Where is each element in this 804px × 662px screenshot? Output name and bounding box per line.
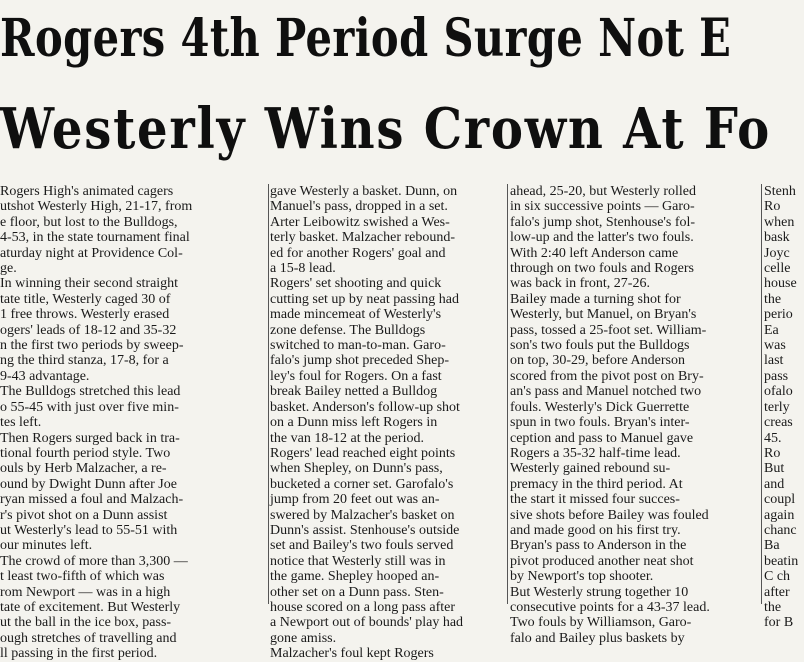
- article-line: terly basket. Malzacher rebound-: [270, 230, 456, 246]
- article-line: celle: [764, 261, 791, 277]
- article-line: basket. Anderson's follow-up shot: [270, 399, 460, 415]
- article-line: pivot produced another neat shot: [510, 553, 694, 569]
- article-line: ception and pass to Manuel gave: [510, 430, 694, 446]
- column-divider: [507, 184, 508, 604]
- article-line: premacy in the third period. At: [510, 476, 683, 492]
- article-line: ut the ball in the ice box, pass-: [0, 615, 172, 631]
- article-line: Rogers' set shooting and quick: [270, 276, 442, 292]
- article-line: coupl: [764, 492, 796, 508]
- article-line: tes left.: [0, 415, 42, 431]
- article-line: notice that Westerly still was in: [270, 553, 446, 569]
- article-line: ley's foul for Rogers. On a fast: [270, 368, 442, 384]
- article-line: utshot Westerly High, 21-17, from: [0, 199, 193, 215]
- article-line: ouls by Herb Malzacher, a re-: [0, 461, 167, 477]
- article-line: aturday night at Providence Col-: [0, 245, 183, 261]
- article-line: Two fouls by Williamson, Garo-: [510, 615, 692, 631]
- article-line: ofalo: [764, 384, 793, 400]
- article-line: Westerly, but Manuel, on Bryan's: [510, 307, 697, 323]
- article-line: ound by Dwight Dunn after Joe: [0, 476, 177, 492]
- article-line: bucketed a corner set. Garofalo's: [270, 476, 454, 492]
- article-column-1: [0, 184, 270, 662]
- article-line: rom Newport — was in a high: [0, 584, 171, 600]
- column-divider: [268, 184, 269, 604]
- article-line: [510, 646, 760, 661]
- article-line: tional fourth period style. Two: [0, 445, 171, 461]
- article-line: a Newport out of bounds' play had: [270, 615, 464, 631]
- article-line: cutting set up by neat passing had: [270, 291, 459, 307]
- article-line: o 55-45 with just over five min-: [0, 399, 179, 415]
- article-line: terly: [764, 399, 790, 415]
- article-line: other set on a Dunn pass. Sten-: [270, 584, 444, 600]
- article-line: spun in two fouls. Bryan's inter-: [510, 415, 690, 431]
- article-line: last: [764, 353, 784, 369]
- article-line: the: [764, 599, 782, 615]
- article-line: a 15-8 lead.: [270, 261, 336, 277]
- article-line: ut Westerly's lead to 55-51 with: [0, 522, 178, 538]
- article-line: beatin: [764, 553, 799, 569]
- article-line: the: [764, 291, 782, 307]
- article-line: tate of excitement. But Westerly: [0, 599, 181, 615]
- article-line: the game. Shepley hooped an-: [270, 569, 440, 585]
- article-line: gone amiss.: [270, 630, 337, 646]
- article-line: ahead, 25-20, but Westerly rolled: [510, 184, 697, 199]
- article-line: Arter Leibowitz swished a Wes-: [270, 214, 450, 230]
- article-line: the start it missed four succes-: [510, 492, 680, 508]
- article-line: on a Dunn miss left Rogers in: [270, 415, 438, 431]
- article-line: house: [764, 276, 797, 292]
- article-column-4: [764, 184, 804, 631]
- article-line: t least two-fifth of which was: [0, 569, 165, 585]
- article-line: again: [764, 507, 795, 523]
- article-line: Rogers High's animated cagers: [0, 184, 174, 199]
- article-line: 1 free throws. Westerly erased: [0, 307, 170, 323]
- article-line: swered by Malzacher's basket on: [270, 507, 455, 523]
- article-line: falo's jump shot preceded Shep-: [270, 353, 450, 369]
- article-line: our minutes left.: [0, 538, 93, 554]
- article-line: Malzacher's foul kept Rogers: [270, 646, 434, 662]
- article-line: [764, 631, 804, 646]
- article-line: set and Bailey's two fouls served: [270, 538, 454, 554]
- article-line: pass, tossed a 25-foot set. William-: [510, 322, 707, 338]
- article-column-3: [510, 184, 760, 646]
- article-line: Stenh: [764, 184, 796, 199]
- article-line: creas: [764, 415, 793, 431]
- article-line: But Westerly strung together 10: [510, 584, 689, 600]
- article-line: falo's jump shot, Stenhouse's fol-: [510, 214, 696, 230]
- article-line: when: [764, 214, 795, 230]
- article-line: r's pivot shot on a Dunn assist: [0, 507, 168, 523]
- article-line: Then Rogers surged back in tra-: [0, 430, 180, 446]
- article-line: by Newport's top shooter.: [510, 569, 654, 585]
- article-line: in six successive points — Garo-: [510, 199, 695, 215]
- article-line: for B: [764, 615, 794, 631]
- article-line: Ea: [764, 322, 779, 338]
- article-line: made mincemeat of Westerly's: [270, 307, 442, 323]
- article-line: Joyc: [764, 245, 790, 261]
- article-line: Rogers' lead reached eight points: [270, 445, 456, 461]
- article-line: ough stretches of travelling and: [0, 630, 177, 646]
- article-line: ng the third stanza, 17-8, for a: [0, 353, 169, 369]
- article-line: was back in front, 27-26.: [510, 276, 650, 292]
- article-line: 45.: [764, 430, 782, 446]
- article-line: fouls. Westerly's Dick Guerrette: [510, 399, 690, 415]
- article-line: was: [764, 338, 786, 354]
- article-line: Ba: [764, 538, 780, 554]
- article-line: after: [764, 584, 790, 600]
- headline-line-2: Westerly Wins Crown At Fo: [0, 96, 771, 162]
- article-line: Ro: [764, 199, 781, 215]
- article-line: chanc: [764, 522, 797, 538]
- article-line: The crowd of more than 3,300 —: [0, 553, 188, 569]
- article-line: pass: [764, 368, 789, 384]
- headline-line-1: Rogers 4th Period Surge Not E: [0, 8, 732, 69]
- article-line: [764, 646, 804, 661]
- article-line: Bailey made a turning shot for: [510, 291, 681, 307]
- article-line: 9-43 advantage.: [0, 368, 90, 384]
- article-line: jump from 20 feet out was an-: [270, 492, 440, 508]
- article-line: The Bulldogs stretched this lead: [0, 384, 181, 400]
- column-divider: [761, 184, 762, 604]
- article-line: Dunn's assist. Stenhouse's outside: [270, 522, 460, 538]
- article-line: ge.: [0, 261, 17, 277]
- article-line: Ro: [764, 445, 781, 461]
- article-line: an's pass and Manuel notched two: [510, 384, 702, 400]
- article-line: tate title, Westerly caged 30 of: [0, 291, 171, 307]
- article-line: C ch: [764, 569, 791, 585]
- article-line: and made good on his first try.: [510, 522, 681, 538]
- article-line: switched to man-to-man. Garo-: [270, 338, 446, 354]
- article-line: ll passing in the first period.: [0, 646, 158, 662]
- article-line: ryan missed a foul and Malzach-: [0, 492, 184, 508]
- article-line: scored from the pivot post on Bry-: [510, 368, 704, 384]
- article-column-2: [270, 184, 508, 662]
- article-line: Bryan's pass to Anderson in the: [510, 538, 687, 554]
- article-line: But: [764, 461, 785, 477]
- article-line: Westerly gained rebound su-: [510, 461, 671, 477]
- article-line: through on two fouls and Rogers: [510, 261, 694, 277]
- article-line: low-up and the latter's two fouls.: [510, 230, 694, 246]
- article-line: son's two fouls put the Bulldogs: [510, 338, 690, 354]
- article-line: consecutive points for a 43-37 lead.: [510, 599, 710, 615]
- article-line: when Shepley, on Dunn's pass,: [270, 461, 443, 477]
- article-line: 4-53, in the state tournament final: [0, 230, 190, 246]
- article-line: sive shots before Bailey was fouled: [510, 507, 709, 523]
- article-line: ed for another Rogers' goal and: [270, 245, 446, 261]
- article-line: n the first two periods by sweep-: [0, 338, 184, 354]
- article-line: In winning their second straight: [0, 276, 179, 292]
- article-line: With 2:40 left Anderson came: [510, 245, 679, 261]
- article-line: Manuel's pass, dropped in a set.: [270, 199, 448, 215]
- article-line: house scored on a long pass after: [270, 599, 456, 615]
- article-line: the van 18-12 at the period.: [270, 430, 424, 446]
- article-line: falo and Bailey plus baskets by: [510, 630, 685, 646]
- article-line: ogers' leads of 18-12 and 35-32: [0, 322, 177, 338]
- article-line: perio: [764, 307, 793, 323]
- article-line: on top, 30-29, before Anderson: [510, 353, 685, 369]
- article-line: and: [764, 476, 785, 492]
- article-line: gave Westerly a basket. Dunn, on: [270, 184, 458, 199]
- article-line: bask: [764, 230, 790, 246]
- article-line: e floor, but lost to the Bulldogs,: [0, 214, 178, 230]
- article-line: Rogers a 35-32 half-time lead.: [510, 445, 681, 461]
- article-line: zone defense. The Bulldogs: [270, 322, 426, 338]
- article-line: break Bailey netted a Bulldog: [270, 384, 438, 400]
